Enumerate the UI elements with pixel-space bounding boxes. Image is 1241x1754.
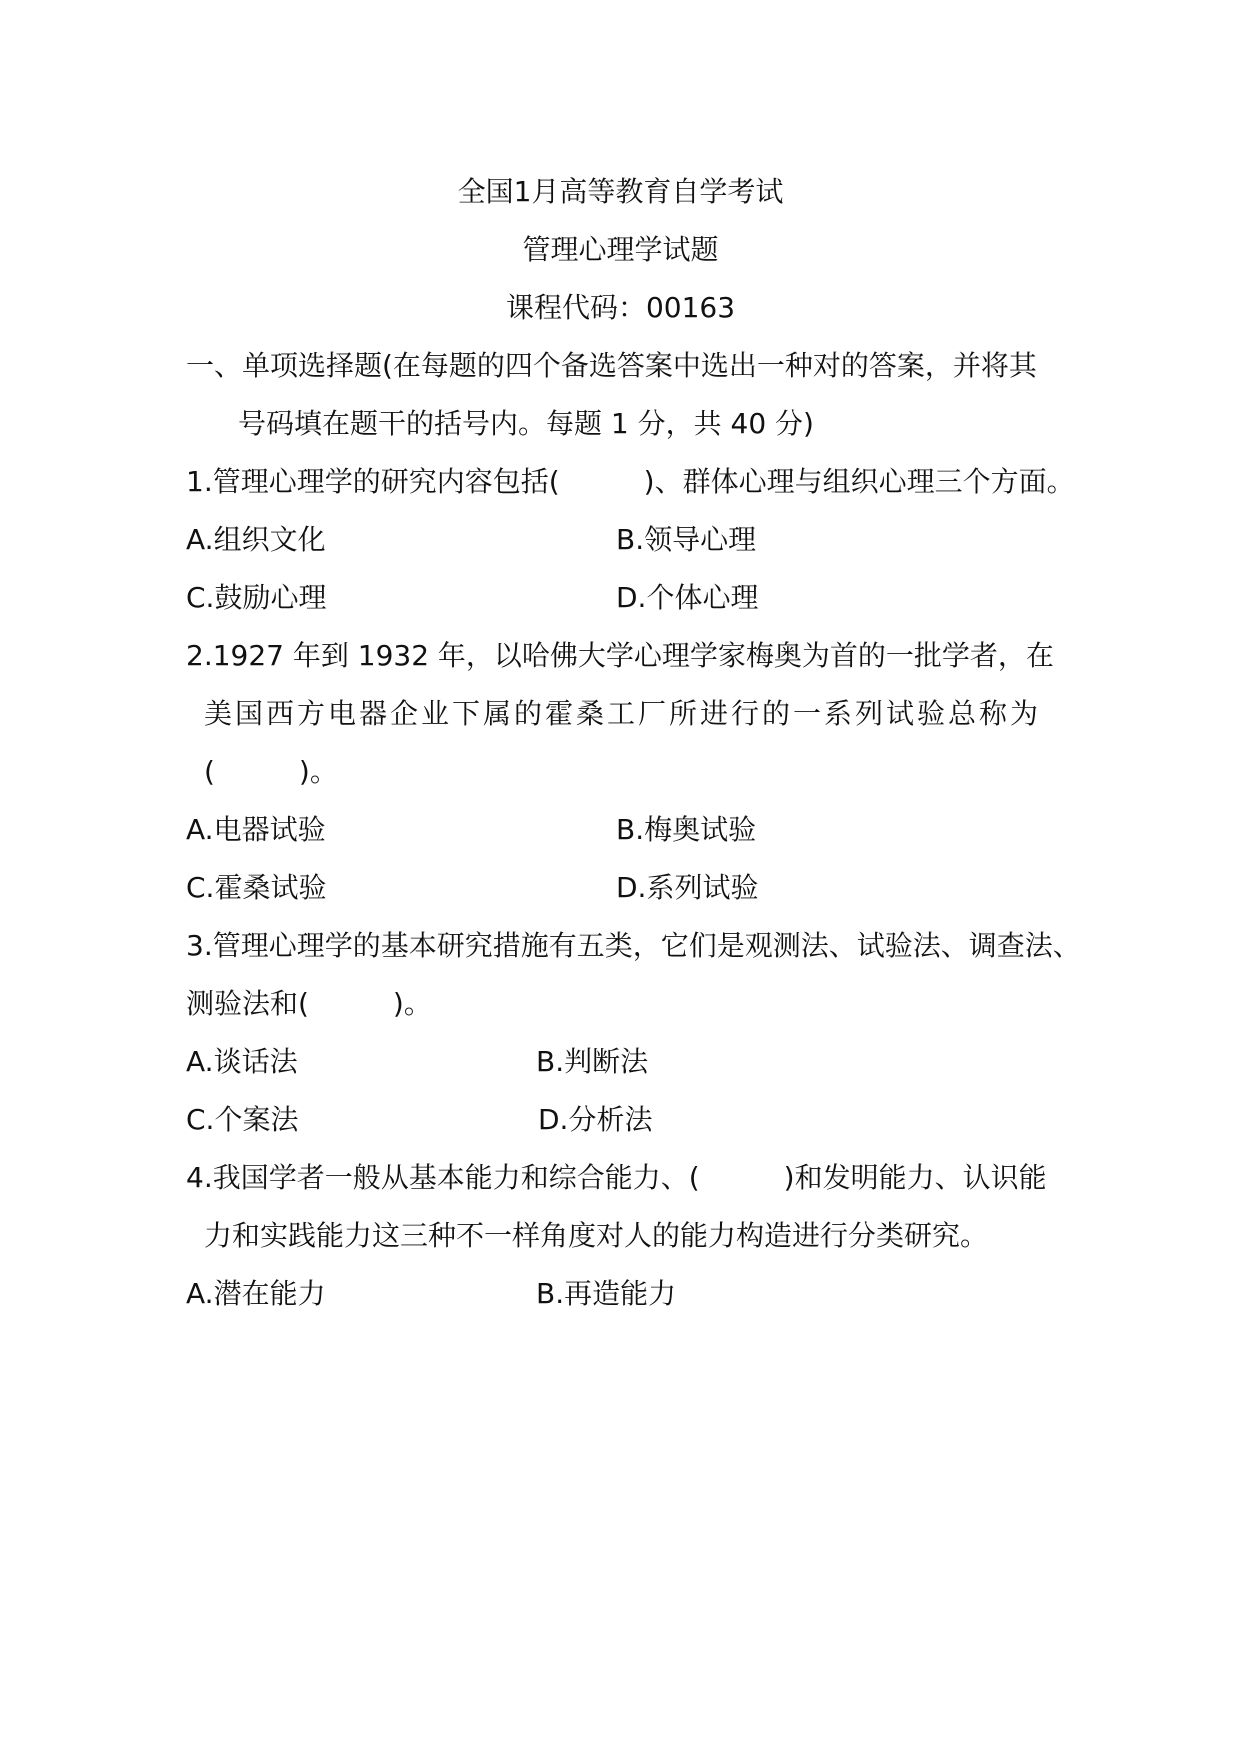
course-code: 课程代码：00163 bbox=[505, 291, 736, 324]
question-2-text-line-1: 2.1927 年到 1932 年，以哈佛大学心理学家梅奥为首的一批学者，在 bbox=[186, 639, 1054, 672]
question-2-text-line-2: 美国西方电器企业下属的霍桑工厂所进行的一系列试验总称为 bbox=[204, 697, 1042, 730]
question-3-text-line-2: 测验法和( )。 bbox=[186, 987, 432, 1020]
question-4-option-b: B.再造能力 bbox=[536, 1277, 677, 1310]
question-3-option-d: D.分析法 bbox=[538, 1103, 653, 1136]
question-2-option-d: D.系列试验 bbox=[616, 871, 759, 904]
question-3-option-a: A.谈话法 bbox=[186, 1045, 298, 1078]
paper-subtitle: 管理心理学试题 bbox=[522, 233, 719, 266]
question-2-option-a: A.电器试验 bbox=[186, 813, 326, 846]
exam-title: 全国1月高等教育自学考试 bbox=[457, 175, 784, 208]
question-2-text-line-3: ( )。 bbox=[204, 755, 338, 788]
question-1-option-b: B.领导心理 bbox=[616, 523, 757, 556]
section-heading-line-1: 一、单项选择题(在每题的四个备选答案中选出一种对的答案，并将其 bbox=[186, 349, 1037, 382]
section-heading-line-2: 号码填在题干的括号内。每题 1 分，共 40 分) bbox=[238, 407, 814, 440]
question-3-option-c: C.个案法 bbox=[186, 1103, 299, 1136]
question-4-option-a: A.潜在能力 bbox=[186, 1277, 326, 1310]
question-2-option-b: B.梅奥试验 bbox=[616, 813, 757, 846]
question-3-text-line-1: 3.管理心理学的基本研究措施有五类，它们是观测法、试验法、调查法、 bbox=[186, 929, 1081, 962]
question-3-option-b: B.判断法 bbox=[536, 1045, 649, 1078]
question-4-text-line-2: 力和实践能力这三种不一样角度对人的能力构造进行分类研究。 bbox=[204, 1219, 989, 1252]
question-1-option-c: C.鼓励心理 bbox=[186, 581, 327, 614]
question-2-option-c: C.霍桑试验 bbox=[186, 871, 327, 904]
question-4-text-line-1: 4.我国学者一般从基本能力和综合能力、( )和发明能力、认识能 bbox=[186, 1161, 1047, 1194]
question-1-option-d: D.个体心理 bbox=[616, 581, 759, 614]
question-1-option-a: A.组织文化 bbox=[186, 523, 326, 556]
question-1-text: 1.管理心理学的研究内容包括( )、群体心理与组织心理三个方面。 bbox=[186, 465, 1075, 498]
